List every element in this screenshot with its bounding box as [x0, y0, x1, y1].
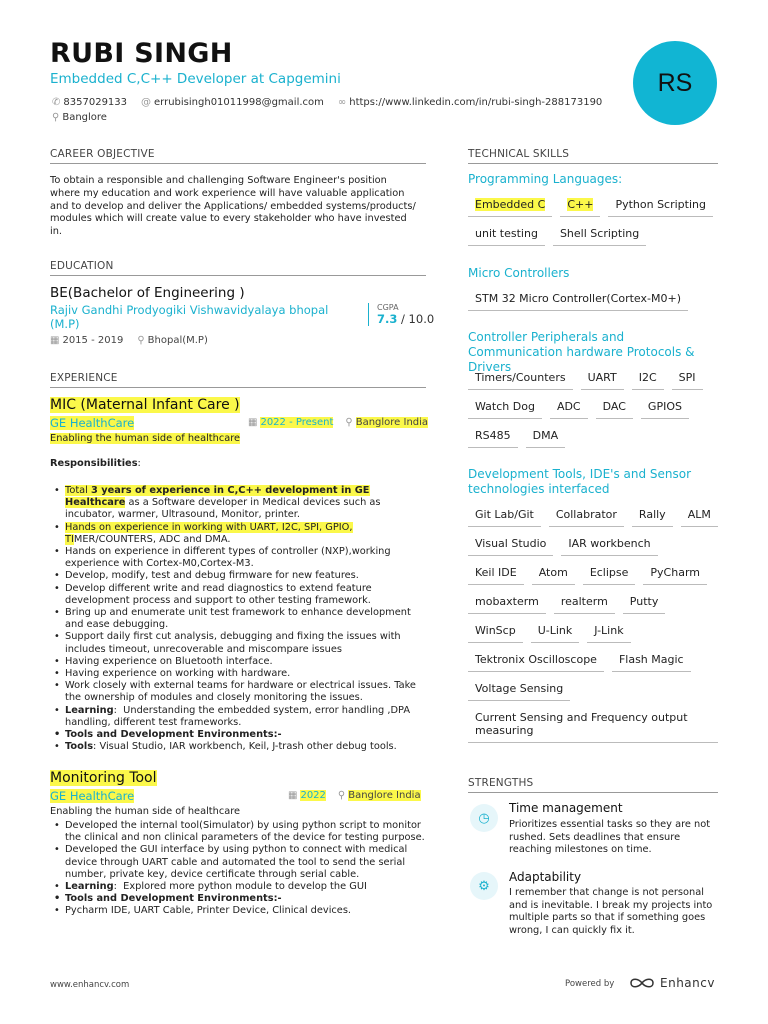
- job1-dates-text: 2022 - Present: [260, 417, 334, 428]
- phone-icon: ✆: [52, 97, 61, 108]
- list-item: • Pycharm IDE, UART Cable, Printer Device, Clinical devices.: [50, 905, 430, 917]
- job2-company: [50, 789, 134, 803]
- list-item: • Hands on experience in working with UART, I2C, SPI, GPIO, TIMER/COUNTERS, ADC and DMA.: [50, 522, 430, 546]
- list-item: • Learning: Explored more python module to develop the GUI: [50, 881, 430, 893]
- skill-tag: C++: [560, 194, 600, 217]
- phone-number: 8357029133: [63, 97, 128, 108]
- skill-tag: Timers/Counters: [468, 367, 573, 390]
- skill-tag: ADC: [550, 396, 588, 419]
- job1-company-text: GE HealthCare: [50, 416, 135, 430]
- skill-tag: realterm: [554, 591, 615, 614]
- skill-tags-programming: [468, 194, 720, 252]
- job2-title-text: Monitoring Tool: [50, 770, 157, 786]
- calendar-icon: ▦: [248, 417, 258, 428]
- job2-company-text: GE HealthCare: [50, 789, 135, 803]
- job1-responsibilities-label: Responsibilities:: [50, 458, 141, 469]
- skill-tag: DMA: [526, 425, 566, 448]
- footer-site[interactable]: www.enhancv.com: [50, 980, 130, 990]
- skill-tags-microcontrollers: [468, 288, 720, 317]
- technical-skills-heading: TECHNICAL SKILLS: [468, 148, 718, 164]
- link-icon: ∞: [337, 97, 347, 108]
- skill-group-title: Development Tools, IDE's and Sensor technologies interfaced: [468, 467, 692, 496]
- list-item: • Hands on experience in different types of controller (NXP),working experience with Cortex-M0,Cortex-M3.: [50, 546, 430, 570]
- degree: BE(Bachelor of Engineering ): [50, 285, 245, 301]
- job1-dates: [248, 417, 333, 428]
- list-item: • Tools and Development Environments:-: [50, 729, 430, 741]
- job2-bullets: [50, 820, 430, 918]
- university: Rajiv Gandhi Prodyogiki Vishwavidyalaya bhopal (M.P): [50, 303, 329, 331]
- email-contact[interactable]: [141, 97, 324, 108]
- gpa-label: CGPA: [377, 303, 399, 312]
- skill-tag: Tektronix Oscilloscope: [468, 649, 604, 672]
- clock-icon: ◷: [470, 804, 498, 832]
- job1-title: [50, 397, 240, 413]
- job1-company: [50, 416, 134, 430]
- calendar-icon: ▦: [288, 790, 298, 801]
- education-location: [137, 335, 208, 346]
- job2-location-text: Banglore India: [348, 790, 421, 801]
- skill-tag: IAR workbench: [561, 533, 657, 556]
- job1-location: [345, 417, 428, 428]
- skill-tag: Collabrator: [549, 504, 624, 527]
- job1-location-text: Banglore India: [355, 417, 429, 428]
- skill-tag: Current Sensing and Frequency output measuring: [468, 707, 718, 743]
- career-objective-heading: CAREER OBJECTIVE: [50, 148, 426, 164]
- skill-tag: DAC: [596, 396, 633, 419]
- job1-title-text: MIC (Maternal Infant Care ): [50, 397, 240, 413]
- enhancv-logo[interactable]: [628, 976, 715, 990]
- skill-tag: UART: [581, 367, 624, 390]
- gpa-value-row: [377, 312, 434, 326]
- list-item: • Develop different write and read diagnostics to extend feature development process and support to other testing framework.: [50, 583, 430, 607]
- linkedin-url[interactable]: https://www.linkedin.com/in/rubi-singh-288173190: [349, 97, 603, 108]
- enhancv-logo-icon: [628, 976, 656, 990]
- avatar: RS: [633, 41, 717, 125]
- job2-tagline: Enabling the human side of healthcare: [50, 806, 241, 817]
- job1-meta: [248, 417, 428, 428]
- education-meta: [50, 335, 208, 346]
- skill-tag: unit testing: [468, 223, 545, 246]
- job2-title: [50, 770, 157, 786]
- list-item: • Tools and Development Environments:-: [50, 893, 430, 905]
- job2-location: [338, 790, 421, 801]
- responsibilities-label-text: Responsibilities: [50, 458, 138, 469]
- candidate-role: Embedded C,C++ Developer at Capgemini: [50, 71, 341, 87]
- location-pin-icon: ⚲: [137, 335, 145, 346]
- email-address[interactable]: errubisingh01011998@gmail.com: [154, 97, 324, 108]
- job1-tagline-text: Enabling the human side of healthcare: [50, 433, 241, 444]
- list-item: • Work closely with external teams for hardware or electrical issues. Take the ownership of modules and closely monitoring the issues.: [50, 680, 430, 704]
- enhancv-brand: Enhancv: [660, 976, 715, 990]
- strength-title: Adaptability: [509, 870, 582, 884]
- skill-group-title: Programming Languages:: [468, 172, 623, 186]
- list-item: • Having experience on Bluetooth interface.: [50, 656, 430, 668]
- skill-tag: J-Link: [587, 620, 630, 643]
- job2-dates: [288, 790, 326, 801]
- skill-tag: Voltage Sensing: [468, 678, 570, 701]
- skill-tag: PyCharm: [643, 562, 707, 585]
- skill-tag: Watch Dog: [468, 396, 542, 419]
- skill-tags-peripherals: [468, 367, 720, 454]
- candidate-name: RUBI SINGH: [50, 38, 233, 69]
- skill-tags-tools: [468, 504, 720, 749]
- list-item: • Learning: Understanding the embedded system, error handling ,DPA handling, different test frameworks.: [50, 705, 430, 729]
- skill-tag: Visual Studio: [468, 533, 553, 556]
- skill-tag: ALM: [681, 504, 718, 527]
- job1-tagline: [50, 433, 240, 444]
- skill-tag: GPIOS: [641, 396, 689, 419]
- skill-tag: SPI: [672, 367, 703, 390]
- gpa-value: 7.3: [377, 312, 398, 326]
- list-item: • Tools: Visual Studio, IAR workbench, Keil, J-trash other debug tools.: [50, 741, 430, 753]
- strength-desc: Prioritizes essential tasks so they are not rushed. Sets deadlines that ensure reaching milestones on time.: [509, 819, 711, 855]
- strengths-heading: STRENGTHS: [468, 777, 718, 793]
- job2-dates-text: 2022: [300, 790, 326, 801]
- list-item: • Support daily first cut analysis, debugging and fixing the issues with includes timeout, unrecoverable and miscompare issues: [50, 631, 430, 655]
- list-item: • Bring up and enumerate unit test framework to enhance development and ease debugging.: [50, 607, 430, 631]
- skill-tag: Python Scripting: [608, 194, 713, 217]
- skill-tag: Embedded C: [468, 194, 552, 217]
- skill-tag: Shell Scripting: [553, 223, 646, 246]
- gpa-max: / 10.0: [397, 312, 435, 326]
- skill-group-title: Controller Peripherals and Communication hardware Protocols & Drivers: [468, 330, 695, 374]
- location: [52, 112, 107, 123]
- gears-icon: ⚙: [470, 872, 498, 900]
- skill-tag: mobaxterm: [468, 591, 546, 614]
- skill-tag: Keil IDE: [468, 562, 524, 585]
- strength-desc: I remember that change is not personal and is inevitable. I break my projects into multiple parts so that if something goes wrong, I can quickly fix it.: [509, 887, 713, 936]
- skill-tag: U-Link: [531, 620, 580, 643]
- at-icon: @: [141, 97, 152, 108]
- skill-tag: Flash Magic: [612, 649, 691, 672]
- list-item: • Develop, modify, test and debug firmware for new features.: [50, 570, 430, 582]
- list-item: • Developed the GUI interface by using python to connect with medical device through UART cable and automated the tool to send the serial number, private key, device certificate through serial cable.: [50, 844, 430, 881]
- linkedin-contact[interactable]: [338, 97, 602, 108]
- skill-tag: RS485: [468, 425, 518, 448]
- skill-tag: Eclipse: [583, 562, 636, 585]
- skill-tag: Putty: [623, 591, 666, 614]
- location-pin-icon: ⚲: [337, 790, 346, 801]
- contact-row: [52, 97, 602, 108]
- skill-group-title: Micro Controllers: [468, 266, 570, 280]
- list-item: • Having experience on working with hardware.: [50, 668, 430, 680]
- education-location-text: Bhopal(M.P): [147, 335, 208, 346]
- list-item: • Developed the internal tool(Simulator) by using python script to monitor the clinical and non clinical parameters of the device for testing purpose.: [50, 820, 430, 844]
- skill-tag: Rally: [632, 504, 673, 527]
- strength-title: Time management: [509, 801, 623, 815]
- skill-tag: WinScp: [468, 620, 523, 643]
- career-objective-text: To obtain a responsible and challenging Software Engineer's position where my education and work experience will have valuable application and to develop and deliver the Applications/ embedded systems/products/ modules which will create value to every stakeholder who have invested in.: [50, 175, 416, 238]
- experience-heading: EXPERIENCE: [50, 372, 426, 388]
- skill-tag: I2C: [632, 367, 664, 390]
- location-pin-icon: ⚲: [52, 112, 60, 123]
- education-dates-text: 2015 - 2019: [62, 335, 124, 346]
- skill-tag: Atom: [532, 562, 575, 585]
- location-pin-icon: ⚲: [345, 417, 353, 428]
- gpa-box: [368, 303, 434, 326]
- footer-powered-by: Powered by: [565, 979, 615, 989]
- education-dates: [50, 335, 123, 346]
- calendar-icon: ▦: [50, 335, 60, 346]
- education-heading: EDUCATION: [50, 260, 426, 276]
- location-text: Banglore: [62, 112, 107, 123]
- skill-tag: Git Lab/Git: [468, 504, 541, 527]
- job2-meta: [288, 790, 421, 801]
- job1-bullets: [50, 485, 430, 753]
- skill-tag: STM 32 Micro Controller(Cortex-M0+): [468, 288, 688, 311]
- phone-contact: [52, 97, 127, 108]
- list-item: • Total 3 years of experience in C,C++ development in GE Healthcare as a Software developer in Medical devices such as incubator, warmer, Ultrasound, Monitor, printer.: [50, 485, 430, 522]
